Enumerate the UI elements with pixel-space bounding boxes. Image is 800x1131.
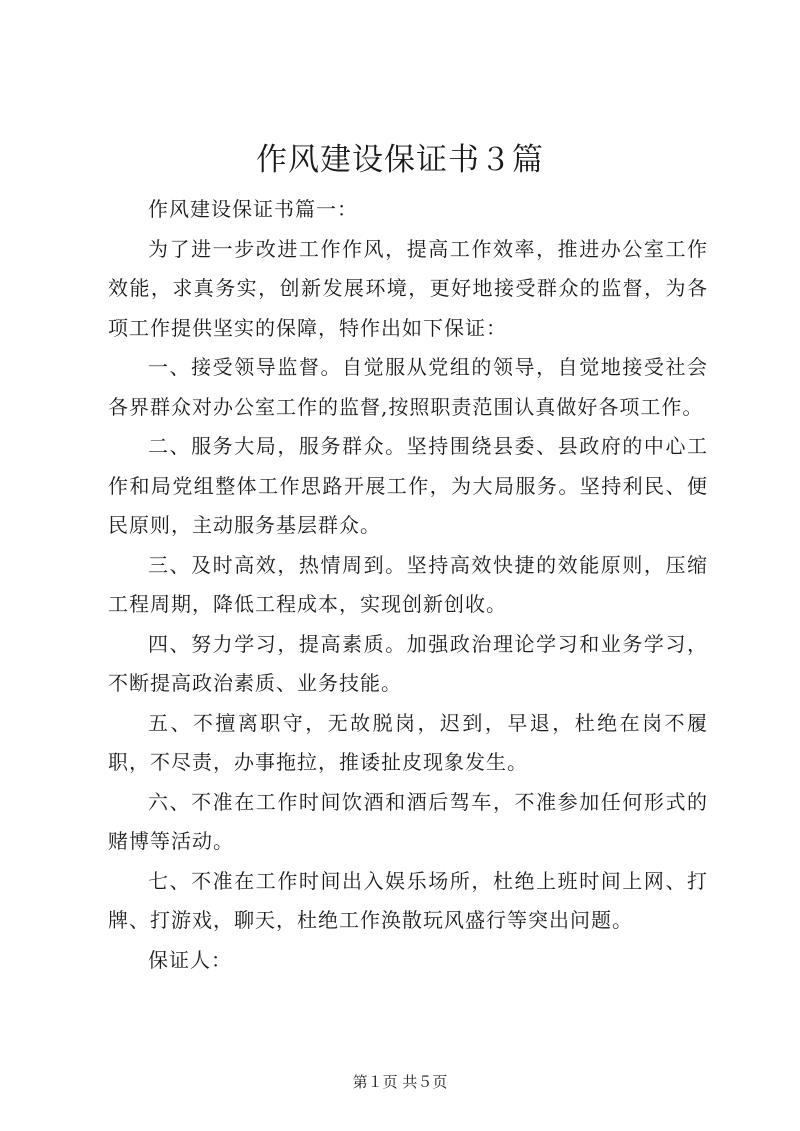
paragraph-section-heading: 作风建设保证书篇一： xyxy=(148,197,358,221)
paragraph-item-5: 五、不擅离职守，无故脱岗，迟到，早退，杜绝在岗不履职，不尽责，办事拖拉，推诿扯皮现象发生。 xyxy=(108,710,708,774)
paragraph-item-2: 二、服务大局，服务群众。坚持围绕县委、县政府的中心工作和局党组整体工作思路开展工作，为大局服务。坚持利民、便民原则，主动服务基层群众。 xyxy=(108,434,708,537)
paragraph-item-4: 四、努力学习，提高素质。加强政治理论学习和业务学习，不断提高政治素质、业务技能。 xyxy=(108,631,708,695)
document-body xyxy=(108,190,708,980)
paragraph-intro: 为了进一步改进工作作风，提高工作效率，推进办公室工作效能，求真务实，创新发展环境，更好地接受群众的监督，为各项工作提供坚实的保障，特作出如下保证： xyxy=(108,236,708,340)
paragraph-item-1: 一、接受领导监督。自觉服从党组的领导，自觉地接受社会各界群众对办公室工作的监督,按照职责范围认真做好各项工作。 xyxy=(108,355,708,419)
page-number: 第１页 共５页 xyxy=(352,1073,448,1091)
page-footer xyxy=(0,1072,800,1092)
paragraph-item-6: 六、不准在工作时间饮酒和酒后驾车，不准参加任何形式的赌博等活动。 xyxy=(108,789,708,853)
document-title: 作风建设保证书３篇 xyxy=(256,142,544,178)
paragraph-item-3: 三、及时高效，热情周到。坚持高效快捷的效能原则，压缩工程周期，降低工程成本，实现创新创收。 xyxy=(108,552,708,616)
paragraph-item-7: 七、不准在工作时间出入娱乐场所，杜绝上班时间上网、打牌、打游戏，聊天，杜绝工作涣散玩风盛行等突出问题。 xyxy=(108,868,708,932)
paragraph-guarantor: 保证人： xyxy=(148,947,232,972)
